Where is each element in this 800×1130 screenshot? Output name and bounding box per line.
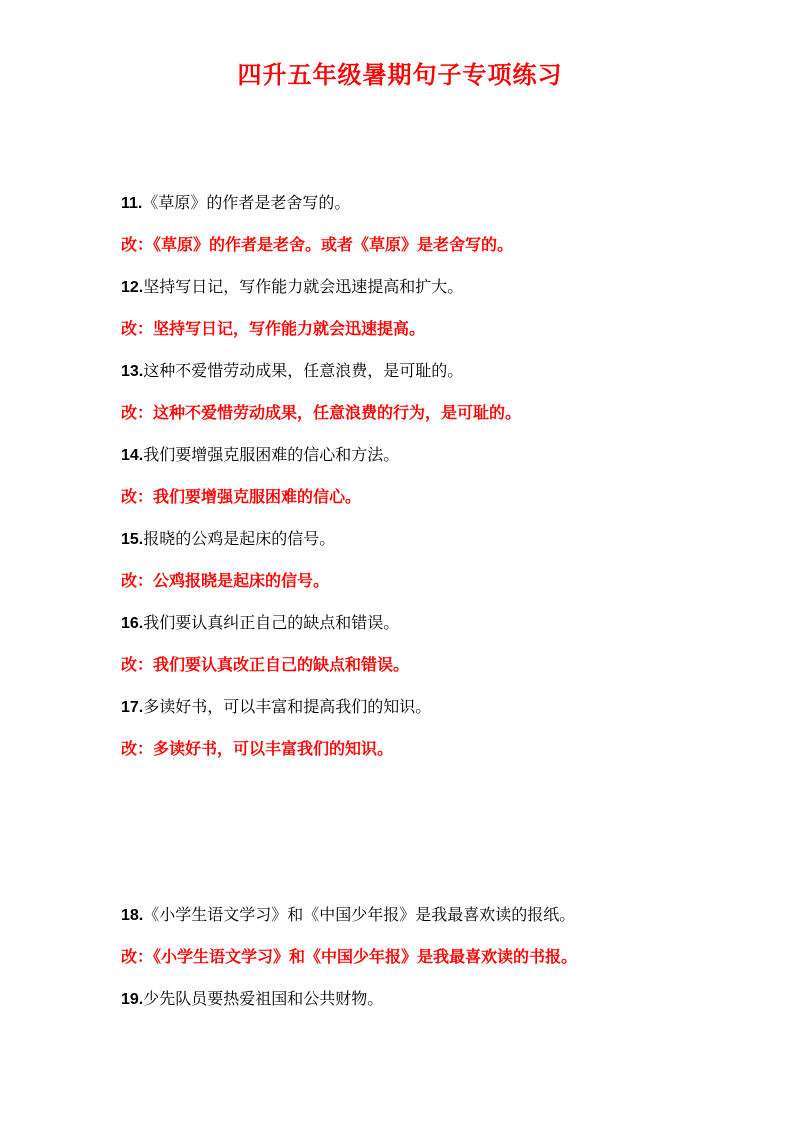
question-17 [121, 697, 431, 718]
question-number: 18. [121, 907, 144, 924]
question-text: 我们要增强克服困难的信心和方法。 [143, 445, 400, 464]
question-number: 19. [121, 991, 144, 1008]
question-number: 16. [121, 615, 144, 632]
question-number: 13. [121, 363, 144, 380]
question-text: 报晓的公鸡是起床的信号。 [143, 529, 336, 548]
question-text: 我们要认真纠正自己的缺点和错误。 [143, 613, 400, 632]
question-number: 15. [121, 531, 144, 548]
question-18 [121, 905, 575, 926]
answer-17: 改：多读好书，可以丰富我们的知识。 [121, 739, 394, 758]
question-text: 这种不爱惜劳动成果，任意浪费，是可耻的。 [143, 361, 464, 380]
question-number: 11. [121, 195, 143, 212]
question-text: 《小学生语文学习》和《中国少年报》是我最喜欢读的报纸。 [143, 905, 576, 924]
question-number: 17. [121, 699, 144, 716]
question-text: 《草原》的作者是老舍写的。 [142, 193, 351, 212]
question-14 [121, 445, 399, 466]
question-text: 多读好书，可以丰富和提高我们的知识。 [143, 697, 432, 716]
answer-14: 改：我们要增强克服困难的信心。 [121, 487, 362, 506]
answer-12: 改：坚持写日记，写作能力就会迅速提高。 [121, 319, 426, 338]
question-16 [121, 613, 399, 634]
question-text: 少先队员要热爱祖国和公共财物。 [143, 989, 384, 1008]
question-number: 14. [121, 447, 144, 464]
question-12 [121, 277, 463, 298]
question-13 [121, 361, 463, 382]
question-19 [121, 989, 383, 1010]
question-15 [121, 529, 335, 550]
page-title: 四升五年级暑期句子专项练习 [237, 61, 563, 89]
answer-18: 改：《小学生语文学习》和《中国少年报》是我最喜欢读的书报。 [121, 947, 578, 966]
question-11 [121, 193, 350, 214]
answer-13: 改：这种不爱惜劳动成果，任意浪费的行为，是可耻的。 [121, 403, 522, 422]
answer-15: 改：公鸡报晓是起床的信号。 [121, 571, 330, 590]
answer-11: 改：《草原》的作者是老舍。或者《草原》是老舍写的。 [121, 235, 514, 254]
question-text: 坚持写日记，写作能力就会迅速提高和扩大。 [143, 277, 464, 296]
answer-16: 改：我们要认真改正自己的缺点和错误。 [121, 655, 410, 674]
question-number: 12. [121, 279, 144, 296]
